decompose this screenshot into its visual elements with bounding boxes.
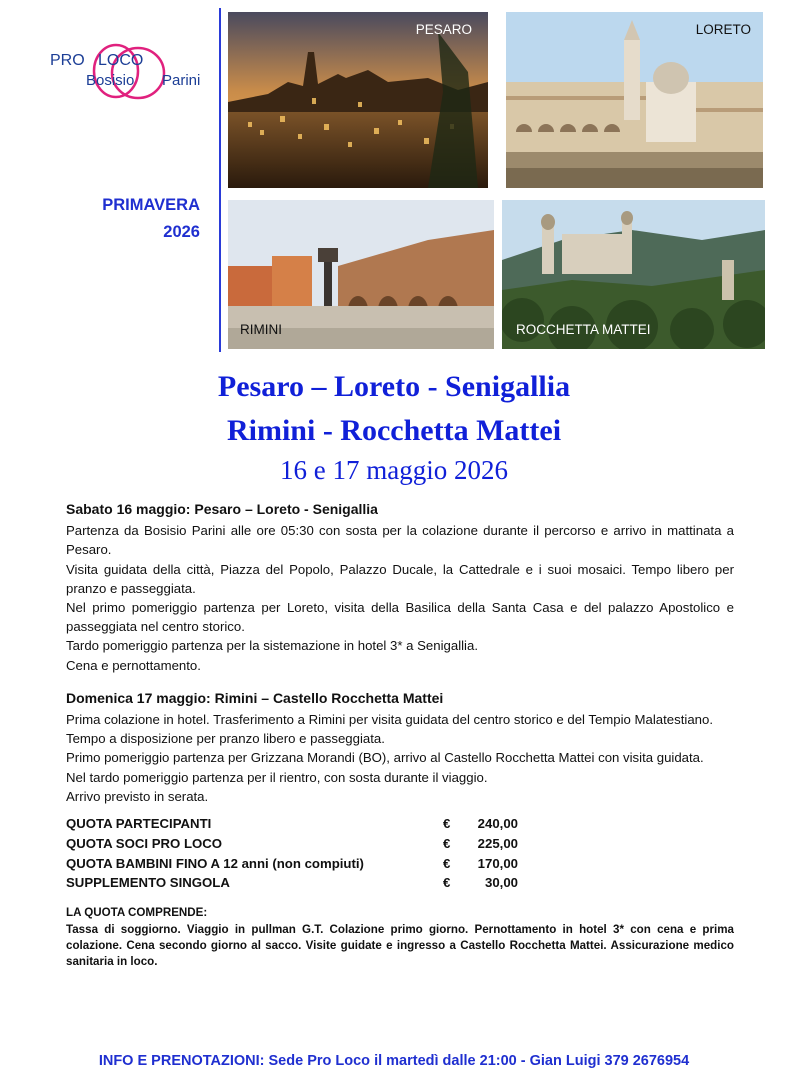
includes-section bbox=[66, 905, 734, 971]
photo-rimini bbox=[228, 200, 494, 349]
price-amount: 170,00 bbox=[477, 855, 518, 871]
day-1-paragraph: Visita guidata della città, Piazza del Popolo, Palazzo Ducale, la Cattedrale e i suoi mosaici. Tempo libero per pranzo e passeggiata. bbox=[66, 561, 734, 596]
price-row bbox=[66, 814, 734, 834]
logo-word-parini: Parini bbox=[162, 72, 201, 89]
season-line-1: PRIMAVERA bbox=[102, 196, 200, 214]
title-dates: 16 e 17 maggio 2026 bbox=[280, 455, 508, 485]
price-label: SUPPLEMENTO SINGOLA bbox=[66, 875, 230, 891]
day-1-paragraph: Tardo pomeriggio partenza per la sistemazione in hotel 3* a Senigallia. bbox=[66, 638, 478, 654]
includes-heading: LA QUOTA COMPRENDE: bbox=[66, 906, 208, 920]
info-footer: INFO E PRENOTAZIONI: Sede Pro Loco il martedì dalle 21:00 - Gian Luigi 379 2676954 bbox=[98, 1053, 690, 1069]
price-label: QUOTA SOCI PRO LOCO bbox=[66, 835, 223, 851]
title-line-1: Pesaro – Loreto - Senigallia bbox=[217, 370, 571, 403]
day-1-paragraph: Partenza da Bosisio Parini alle ore 05:30 con sosta per la colazione durante il percorso e arrivo in mattinata a Pesaro. bbox=[66, 523, 734, 558]
day-2-paragraph: Nel tardo pomeriggio partenza per il rientro, con sosta durante il viaggio. bbox=[66, 769, 488, 785]
logo-word-pro: PRO bbox=[50, 52, 85, 69]
day-2-paragraph: Prima colazione in hotel. Trasferimento a Rimini per visita guidata del centro storico e del Tempio Malatestiano. bbox=[66, 712, 713, 728]
logo-word-bosisio: Bosisio bbox=[86, 72, 135, 89]
photo-caption-pesaro: PESARO bbox=[415, 22, 472, 37]
photo-caption-loreto: LORETO bbox=[695, 22, 751, 37]
price-amount: 225,00 bbox=[477, 835, 518, 851]
price-amount: 240,00 bbox=[477, 816, 518, 832]
vertical-divider bbox=[219, 8, 221, 352]
includes-text: Tassa di soggiorno. Viaggio in pullman G.T. Colazione primo giorno. Pernottamento in hotel 3* con cena e prima colazione. Cena secondo giorno al sacco. Visite guidate e ingresso a Castello Rocchetta Mattei. Assicurazione medico sanitaria in loco. bbox=[66, 922, 734, 969]
price-currency: € bbox=[443, 875, 451, 891]
price-label: QUOTA BAMBINI FINO A 12 anni (non compiuti) bbox=[66, 855, 364, 871]
photo-caption-rimini: RIMINI bbox=[240, 322, 282, 337]
photo-loreto bbox=[506, 12, 763, 188]
price-table bbox=[66, 814, 734, 893]
logo-word-loco: LOCO bbox=[98, 52, 144, 69]
price-amount: 30,00 bbox=[484, 875, 518, 891]
day-1-heading: Sabato 16 maggio: Pesaro – Loreto - Senigallia bbox=[66, 501, 378, 517]
price-row bbox=[66, 834, 734, 854]
day-2-paragraph: Tempo a disposizione per pranzo libero e passeggiata. bbox=[66, 731, 385, 747]
title-line-2: Rimini - Rocchetta Mattei bbox=[226, 414, 562, 447]
season-line-2: 2026 bbox=[163, 223, 200, 241]
pro-loco-logo bbox=[38, 36, 218, 110]
photo-caption-rocchetta: ROCCHETTA MATTEI bbox=[516, 322, 651, 337]
price-row bbox=[66, 873, 734, 893]
price-currency: € bbox=[443, 855, 451, 871]
day-1-paragraph: Nel primo pomeriggio partenza per Loreto, visita della Basilica della Santa Casa e del palazzo Apostolico e passeggiata nel centro storico. bbox=[66, 600, 734, 635]
price-row bbox=[66, 854, 734, 874]
itinerary-content bbox=[66, 500, 734, 971]
season-label bbox=[60, 192, 200, 246]
day-1-paragraph: Cena e pernottamento. bbox=[66, 657, 201, 673]
day-2-heading: Domenica 17 maggio: Rimini – Castello Rocchetta Mattei bbox=[66, 689, 444, 706]
price-label: QUOTA PARTECIPANTI bbox=[66, 816, 212, 832]
photo-rocchetta-mattei bbox=[502, 200, 765, 349]
photo-pesaro bbox=[228, 12, 488, 188]
price-currency: € bbox=[443, 835, 451, 851]
price-currency: € bbox=[443, 816, 451, 832]
day-2-paragraph: Primo pomeriggio partenza per Grizzana Morandi (BO), arrivo al Castello Rocchetta Mattei con visita guidata. bbox=[66, 750, 704, 766]
day-2-paragraph: Arrivo previsto in serata. bbox=[66, 788, 209, 804]
